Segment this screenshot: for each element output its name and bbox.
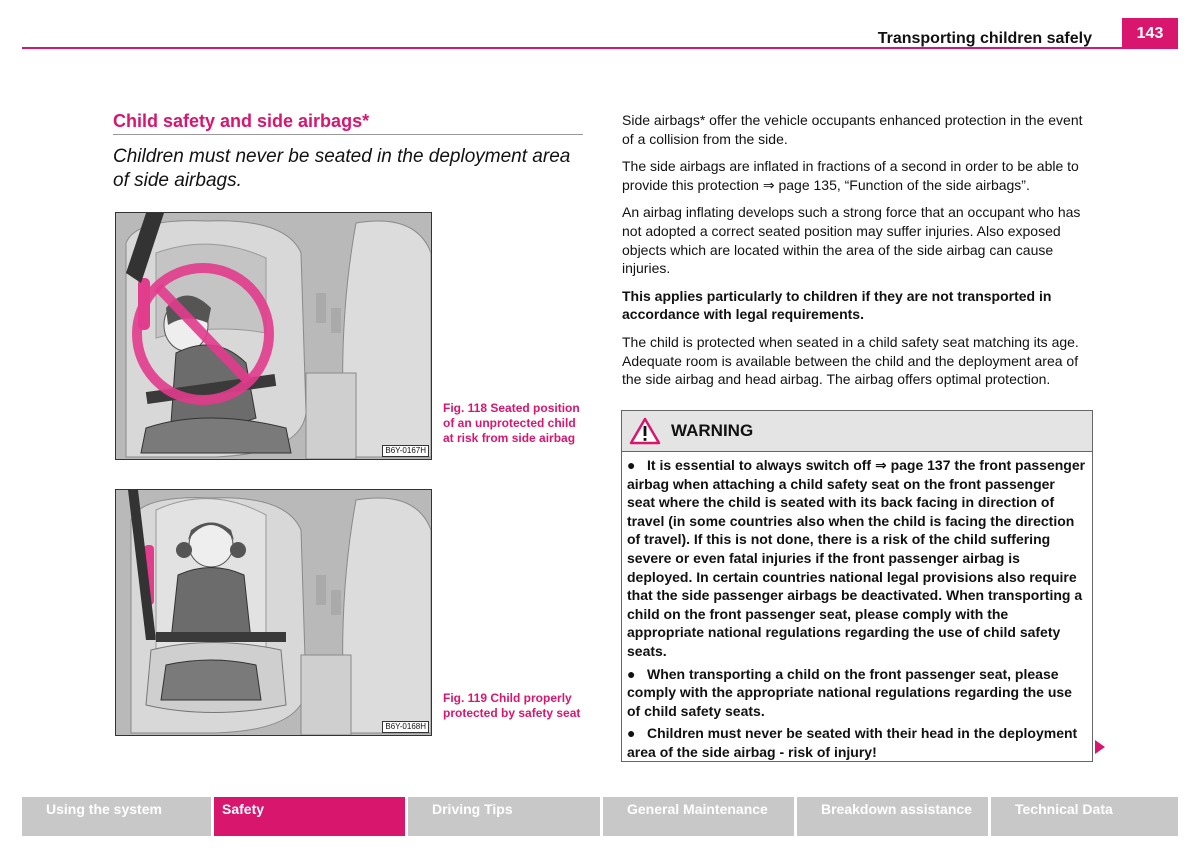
bullet-icon: ● (627, 665, 636, 682)
paragraph-2: The side airbags are inflated in fractions of a second in order to be able to provide this protection ⇒ page 135, “Function of the side airbags”. (622, 158, 1079, 193)
section-title: Child safety and side airbags* (113, 111, 370, 131)
bullet-icon: ● (627, 457, 636, 473)
body-text (622, 111, 1094, 398)
section-rule (113, 134, 583, 135)
nav-breakdown-assistance[interactable]: Breakdown assistance (797, 797, 988, 836)
warning-item-text: When transporting a child on the front passenger seat, please comply with the appropriate national regulations regarding the use of child safety seats. (627, 665, 1072, 719)
figure-118-image (115, 212, 432, 460)
paragraph-1: Side airbags* offer the vehicle occupants enhanced protection in the event of a collision from the side. (622, 112, 1083, 147)
figure-118-caption: Fig. 118 Seated position of an unprotected child at risk from side airbag (443, 401, 580, 445)
paragraph-4: This applies particularly to children if they are not transported in accordance with legal requirements. (622, 287, 1052, 323)
page-header-title: Transporting children safely (877, 30, 1092, 47)
section-nav (22, 797, 1178, 836)
warning-item (627, 724, 1086, 761)
nav-using-the-system[interactable]: Using the system (22, 797, 211, 836)
warning-box (621, 410, 1093, 762)
warning-triangle-icon (629, 417, 661, 445)
nav-driving-tips[interactable]: Driving Tips (408, 797, 600, 836)
warning-item-text: It is essential to always switch off ⇒ page 137 the front passenger airbag when attaching a child safety seat on the front passenger seat where the child is seated with its back facing in direction of travel (in some countries also when the child is facing the direction of travel). If this is not done, there is a risk of the child suffering severe or even fatal injuries if the front passenger airbag is deployed. In certain countries national legal provisions also require that the side passenger airbags be deactivated. When transporting a child on the front passenger seat, please comply with the appropriate national regulations regarding the use of child safety seats. (627, 457, 1086, 659)
figure-119-image (115, 489, 432, 736)
figure-118-code: B6Y-0167H (382, 445, 429, 457)
bullet-icon: ● (627, 725, 636, 742)
paragraph-5: The child is protected when seated in a child safety seat matching its age. Adequate room is available between the child and the deployment area of the side airbag and head airbag. The airbag offers optimal protection. (622, 333, 1079, 388)
protected-child-illustration (116, 490, 431, 735)
figure-119-caption: Fig. 119 Child properly protected by safety seat (443, 691, 581, 720)
continue-arrow-icon[interactable] (1095, 740, 1105, 754)
warning-item (627, 456, 1086, 661)
warning-body (622, 452, 1092, 762)
warning-label: WARNING (671, 421, 754, 440)
figure-119-code: B6Y-0168H (382, 721, 429, 733)
nav-general-maintenance[interactable]: General Maintenance (603, 797, 794, 836)
warning-item-text: Children must never be seated with their head in the deployment area of the side airbag - risk of injury! (627, 725, 1078, 760)
paragraph-3: An airbag inflating develops such a strong force that an occupant who has not adopted a correct seated position may suffer injuries. Also exposed objects which are located within the area of the side airbag can cause injuries. (622, 204, 1081, 277)
warning-item (627, 665, 1086, 721)
nav-safety[interactable]: Safety (214, 797, 405, 836)
section-intro: Children must never be seated in the deployment area of side airbags. (113, 146, 571, 191)
page-number: 143 (1122, 18, 1178, 49)
nav-technical-data[interactable]: Technical Data (991, 797, 1178, 836)
unprotected-child-illustration (116, 213, 431, 459)
warning-header (622, 411, 1092, 452)
